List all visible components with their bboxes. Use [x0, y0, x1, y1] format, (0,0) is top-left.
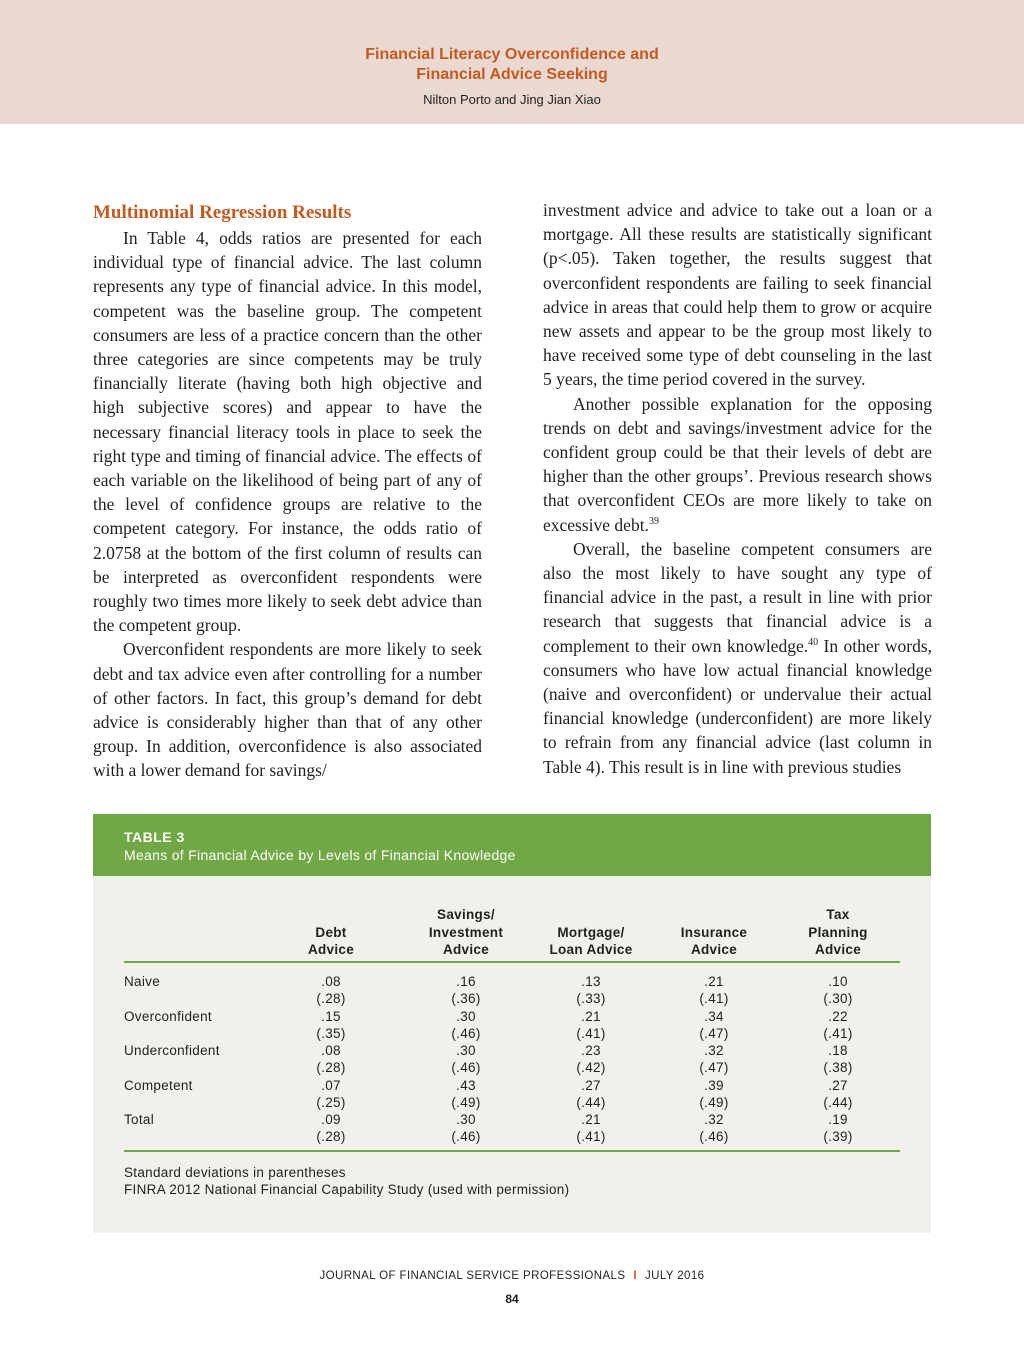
sd-cell: (.46) — [451, 1129, 481, 1144]
sd-cell: (.41) — [823, 1025, 853, 1041]
sd-cell: (.46) — [451, 1060, 481, 1075]
mean-cell: .19 — [828, 1112, 848, 1127]
column-header-line: Loan Advice — [549, 942, 633, 957]
sd-cell: (.28) — [316, 1060, 346, 1075]
mean-cell: .21 — [581, 1008, 601, 1024]
column-header-line — [659, 906, 769, 924]
table-source: FINRA 2012 National Financial Capability Study (used with permission) — [124, 1182, 570, 1197]
mean-cell: .15 — [321, 1008, 341, 1024]
column-header-line: Advice — [690, 942, 738, 957]
mean-cell: .30 — [456, 1008, 476, 1024]
column-header-line: Tax — [826, 907, 850, 922]
sd-cell: (.30) — [823, 991, 853, 1006]
table-3 — [93, 814, 931, 1233]
footnote-ref: 40 — [808, 636, 819, 648]
mean-cell: .22 — [828, 1008, 848, 1024]
article-title-line2: Financial Advice Seeking — [416, 66, 608, 83]
sd-cell: (.41) — [576, 1025, 606, 1041]
mean-cell: .32 — [704, 1112, 724, 1127]
mean-cell: .27 — [581, 1077, 601, 1093]
mean-cell: .30 — [456, 1112, 476, 1127]
mean-cell: .27 — [828, 1077, 848, 1093]
right-column — [543, 198, 932, 779]
page-footer — [0, 1270, 1024, 1282]
mean-cell: .08 — [321, 974, 341, 989]
column-header-line — [276, 906, 386, 924]
sd-cell: (.49) — [451, 1094, 481, 1110]
mean-cell: .18 — [828, 1043, 848, 1058]
sd-cell: (.41) — [576, 1129, 606, 1144]
table-label: TABLE 3 — [124, 829, 185, 845]
row-label: Competent — [124, 1077, 193, 1093]
article-title — [0, 45, 1024, 85]
column-header-line: Mortgage/ — [557, 924, 625, 940]
sd-cell: (.47) — [699, 1025, 729, 1041]
column-header — [659, 906, 769, 959]
column-header-line: Advice — [814, 942, 862, 957]
paragraph — [543, 392, 932, 537]
table-caption: Means of Financial Advice by Levels of Financial Knowledge — [124, 847, 516, 863]
paragraph: Overconfident respondents are more likely to seek debt and tax advice even after controlling for a number of other factors. In fact, this group’s demand for debt advice is considerably higher than that of any other group. In addition, overconfidence is also associated with a lower demand for savings/ — [93, 639, 482, 781]
paragraph-text: Another possible explanation for the opposing trends on debt and savings/investment advice for the confident group could be that their levels of debt are higher than the other groups’. Previous research shows that overconfident CEOs are more likely to take on excessive debt. — [543, 393, 932, 535]
mean-cell: .34 — [704, 1008, 724, 1024]
mean-cell: .23 — [581, 1043, 601, 1058]
table-notes — [124, 1164, 569, 1198]
sd-cell: (.46) — [699, 1129, 729, 1144]
sd-cell: (.42) — [576, 1060, 606, 1075]
mean-cell: .21 — [581, 1112, 601, 1127]
column-header-line: Advice — [442, 942, 490, 957]
sd-cell: (.44) — [823, 1094, 853, 1110]
footnote-ref: 39 — [648, 515, 659, 527]
column-header-line: Advice — [307, 942, 355, 957]
article-title-line1: Financial Literacy Overconfidence and — [365, 46, 659, 63]
article-authors: Nilton Porto and Jing Jian Xiao — [423, 92, 601, 107]
paragraph: investment advice and advice to take out a loan or a mortgage. All these results are statistically significant (p<.05). Taken together, the results suggest that overconfident respondents are failing to seek financial advice in areas that could help them to grow or acquire new assets and appear to be the group most likely to have received some type of debt counseling in the last 5 years, the time period covered in the survey. — [543, 200, 932, 390]
left-column — [93, 198, 482, 783]
column-header — [783, 906, 893, 959]
section-heading: Multinomial Regression Results — [93, 202, 352, 223]
header-rule — [124, 961, 900, 963]
mean-cell: .32 — [704, 1043, 724, 1058]
page-number: 84 — [505, 1292, 519, 1306]
journal-name: JOURNAL OF FINANCIAL SERVICE PROFESSIONALS — [319, 1270, 626, 1282]
sd-cell: (.41) — [699, 991, 729, 1006]
mean-cell: .30 — [456, 1043, 476, 1058]
column-header — [276, 906, 386, 959]
mean-cell: .09 — [321, 1112, 341, 1127]
sd-cell: (.39) — [823, 1129, 853, 1144]
column-header-line: Investment — [428, 924, 504, 940]
column-header-line: Savings/ — [437, 907, 495, 922]
column-header — [411, 906, 521, 959]
mean-cell: .21 — [704, 974, 724, 989]
sd-cell: (.28) — [316, 1129, 346, 1144]
sd-cell: (.25) — [316, 1094, 346, 1110]
sd-cell: (.28) — [316, 991, 346, 1006]
table-note: Standard deviations in parentheses — [124, 1165, 346, 1180]
column-header — [536, 906, 646, 959]
row-label: Naive — [124, 974, 161, 989]
sd-cell: (.46) — [451, 1025, 481, 1041]
row-label: Total — [124, 1112, 155, 1127]
paragraph — [543, 537, 932, 779]
mean-cell: .43 — [456, 1077, 476, 1093]
sd-cell: (.38) — [823, 1060, 853, 1075]
row-label: Underconfident — [124, 1043, 220, 1058]
row-label: Overconfident — [124, 1008, 212, 1024]
mean-cell: .07 — [321, 1077, 341, 1093]
column-header-line — [536, 906, 646, 924]
mean-cell: .10 — [828, 974, 848, 989]
paragraph-text: In other words, consumers who have low actual financial knowledge (naive and overconfident) or undervalue their actual financial knowledge (underconfident) are more likely to refrain from any financial advice (last column in Table 4). This result is in line with previous studies — [543, 635, 933, 777]
sd-cell: (.49) — [699, 1094, 729, 1110]
table-header-band — [93, 814, 931, 876]
column-header-line: Insurance — [680, 924, 748, 940]
mean-cell: .39 — [704, 1077, 724, 1093]
paragraph-text: Overall, the baseline competent consumers are also the most likely to have sought any type of financial advice in the past, a result in line with prior research that suggests that financial advice is a complement to their own knowledge. — [543, 538, 932, 656]
sd-cell: (.33) — [576, 991, 606, 1006]
sd-cell: (.35) — [316, 1025, 346, 1041]
sd-cell: (.44) — [576, 1094, 606, 1110]
footer-separator: I — [633, 1270, 637, 1282]
mean-cell: .16 — [456, 974, 476, 989]
sd-cell: (.47) — [699, 1060, 729, 1075]
sd-cell: (.36) — [451, 991, 481, 1006]
column-header-line: Debt — [315, 924, 347, 940]
column-header-line: Planning — [808, 924, 868, 940]
issue-date: JULY 2016 — [645, 1270, 705, 1282]
running-header — [0, 0, 1024, 124]
footer-rule — [124, 1150, 900, 1152]
mean-cell: .08 — [321, 1043, 341, 1058]
mean-cell: .13 — [581, 974, 601, 989]
paragraph: In Table 4, odds ratios are presented for each individual type of financial advice. The last column represents any type of financial advice. In this model, competent was the baseline group. The competent consumers are less of a practice concern than the other three categories are since competents may be truly financially literate (having both high objective and high subjective scores) and appear to have the necessary financial literacy tools in place to seek the right type and timing of financial advice. The effects of each variable on the likelihood of being part of any of the level of confidence groups are relative to the competent category. For instance, the odds ratio of 2.0758 at the bottom of the first column of results can be interpreted as overconfident respondents were roughly two times more likely to seek debt advice than the competent group. — [93, 228, 482, 636]
